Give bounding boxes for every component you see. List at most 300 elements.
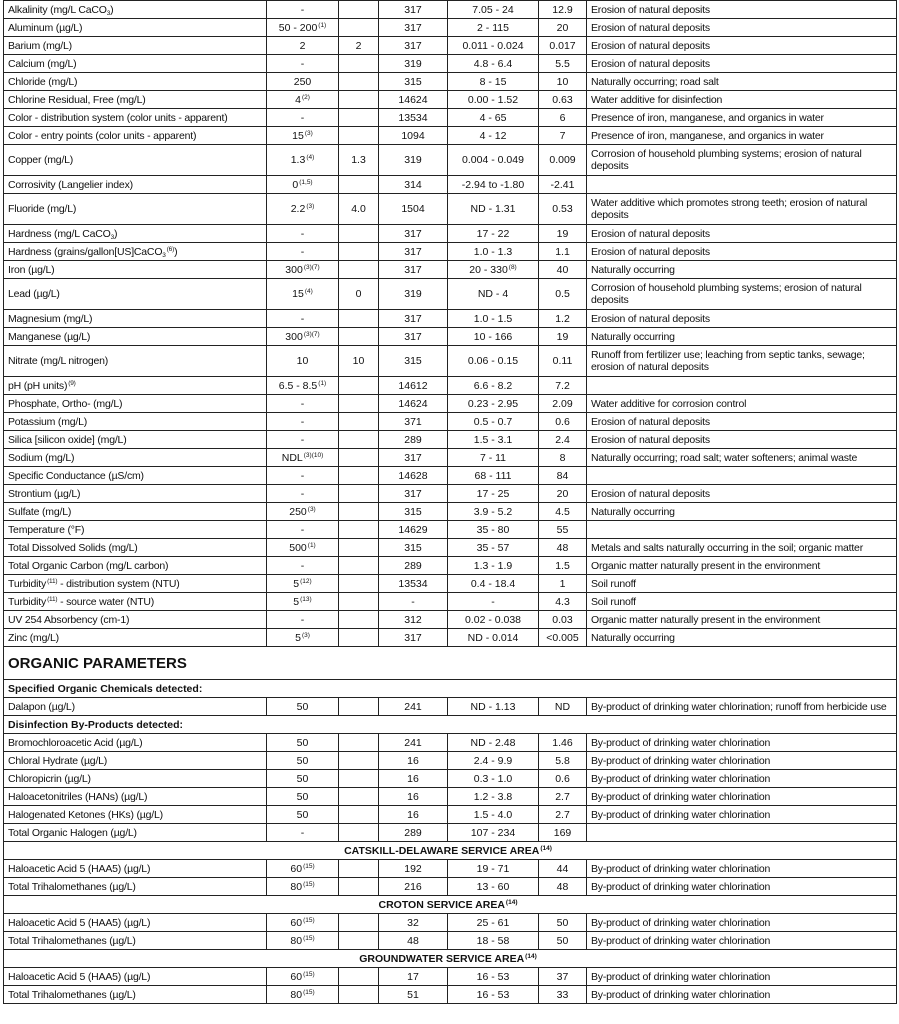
samples-cell xyxy=(379,575,448,593)
average-cell xyxy=(539,593,587,611)
average-value: 44 xyxy=(556,862,569,875)
table-row xyxy=(4,575,897,593)
samples-cell xyxy=(379,145,448,176)
source-cell xyxy=(587,310,897,328)
limit-cell xyxy=(267,629,339,647)
goal-cell xyxy=(339,986,379,1004)
goal-cell xyxy=(339,611,379,629)
goal-cell xyxy=(339,878,379,896)
range-value: ND - 1.13 xyxy=(470,700,516,713)
parameter-cell xyxy=(4,310,267,328)
source-text: Presence of iron, manganese, and organics in water xyxy=(591,129,824,142)
average-cell xyxy=(539,19,587,37)
source-cell xyxy=(587,521,897,539)
footnote-ref: (3) xyxy=(301,631,310,639)
source-cell xyxy=(587,557,897,575)
range-value: 8 - 15 xyxy=(479,75,507,88)
range-value: 19 - 71 xyxy=(476,862,510,875)
table-row xyxy=(4,1,897,19)
range-cell xyxy=(448,377,539,395)
limit-cell xyxy=(267,109,339,127)
average-cell xyxy=(539,968,587,986)
average-cell xyxy=(539,932,587,950)
sample-count: 13534 xyxy=(398,577,428,590)
range-value: 107 - 234 xyxy=(470,826,516,839)
sample-count: 16 xyxy=(407,772,419,785)
sample-count: 315 xyxy=(404,541,422,554)
average-value: ND xyxy=(554,700,571,713)
parameter-cell xyxy=(4,752,267,770)
parameter-name: Sodium (mg/L) xyxy=(8,451,75,464)
footnote-ref: (3) xyxy=(304,129,313,137)
sample-count: 16 xyxy=(407,754,419,767)
table-row xyxy=(4,806,897,824)
table-row xyxy=(4,431,897,449)
goal-cell xyxy=(339,770,379,788)
samples-cell xyxy=(379,19,448,37)
samples-cell xyxy=(379,557,448,575)
average-value: 2.4 xyxy=(555,433,570,446)
range-value: 16 - 53 xyxy=(476,970,510,983)
parameter-name: Manganese (µg/L) xyxy=(8,330,91,343)
table-row xyxy=(4,770,897,788)
range-cell xyxy=(448,395,539,413)
sample-count: 16 xyxy=(407,790,419,803)
sample-count: 192 xyxy=(404,862,422,875)
limit-cell xyxy=(267,449,339,467)
limit-value: - xyxy=(300,559,305,572)
range-cell xyxy=(448,431,539,449)
table-row xyxy=(4,593,897,611)
parameter-name: Strontium (µg/L) xyxy=(8,487,81,500)
range-cell xyxy=(448,521,539,539)
goal-cell xyxy=(339,413,379,431)
average-value: 12.9 xyxy=(552,3,573,16)
goal-cell xyxy=(339,467,379,485)
parameter-name: Dalapon (µg/L) xyxy=(8,700,75,713)
average-cell xyxy=(539,127,587,145)
goal-cell xyxy=(339,824,379,842)
parameter-cell xyxy=(4,73,267,91)
samples-cell xyxy=(379,503,448,521)
limit-cell xyxy=(267,485,339,503)
parameter-cell xyxy=(4,19,267,37)
parameter-cell xyxy=(4,611,267,629)
sample-count: 289 xyxy=(404,826,422,839)
sample-count: 317 xyxy=(404,330,422,343)
source-text: Erosion of natural deposits xyxy=(591,39,710,52)
average-value: 0.03 xyxy=(552,613,573,626)
limit-value: 10 xyxy=(296,355,309,367)
goal-cell xyxy=(339,575,379,593)
sample-count: 317 xyxy=(404,312,422,325)
average-value: 0.009 xyxy=(549,154,576,166)
parameter-name: Total Organic Carbon (mg/L carbon) xyxy=(8,559,169,572)
limit-cell xyxy=(267,932,339,950)
footnote-ref: (14) xyxy=(540,844,552,852)
source-text: By-product of drinking water chlorination xyxy=(591,916,771,929)
limit-value: 1.3 xyxy=(290,154,306,166)
parameter-cell xyxy=(4,261,267,279)
range-cell xyxy=(448,328,539,346)
range-cell xyxy=(448,243,539,261)
source-text: By-product of drinking water chlorination xyxy=(591,808,771,821)
section-heading-text: ORGANIC PARAMETERS xyxy=(8,655,187,672)
range-value: 35 - 57 xyxy=(476,541,510,554)
samples-cell xyxy=(379,521,448,539)
limit-cell xyxy=(267,328,339,346)
range-value: ND - 1.31 xyxy=(470,203,516,215)
limit-value: 80 xyxy=(290,988,303,1001)
average-cell xyxy=(539,770,587,788)
average-value: 20 xyxy=(556,21,569,34)
samples-cell xyxy=(379,176,448,194)
table-row xyxy=(4,37,897,55)
sample-count: 51 xyxy=(407,988,419,1001)
range-value: ND - 2.48 xyxy=(470,736,516,749)
chemical-subscript: 3 xyxy=(162,251,166,259)
goal-value: 0 xyxy=(355,288,362,300)
source-text: Naturally occurring xyxy=(591,505,675,518)
sample-count: 14612 xyxy=(398,379,428,392)
samples-cell xyxy=(379,734,448,752)
range-value: 18 - 58 xyxy=(476,934,510,947)
sample-count: 48 xyxy=(407,934,419,947)
samples-cell xyxy=(379,225,448,243)
samples-cell xyxy=(379,73,448,91)
sample-count: 317 xyxy=(404,227,422,240)
sample-count: 319 xyxy=(404,57,422,70)
parameter-name: Sulfate (mg/L) xyxy=(8,505,72,518)
limit-value: 80 xyxy=(290,880,303,893)
range-cell xyxy=(448,55,539,73)
parameter-name: Chloropicrin (µg/L) xyxy=(8,772,91,785)
average-cell xyxy=(539,698,587,716)
limit-value: - xyxy=(300,469,305,482)
service-area-heading xyxy=(4,842,897,860)
limit-value: - xyxy=(300,415,305,428)
footnote-ref: (12) xyxy=(300,577,312,585)
limit-value: - xyxy=(300,312,305,325)
goal-cell xyxy=(339,788,379,806)
average-cell xyxy=(539,1,587,19)
goal-cell xyxy=(339,377,379,395)
limit-cell xyxy=(267,310,339,328)
source-cell xyxy=(587,611,897,629)
sample-count: 315 xyxy=(404,355,422,367)
goal-cell xyxy=(339,19,379,37)
average-cell xyxy=(539,557,587,575)
limit-value: - xyxy=(300,111,305,124)
parameter-cell xyxy=(4,824,267,842)
average-value: 0.11 xyxy=(552,355,573,367)
source-text: By-product of drinking water chlorination xyxy=(591,988,771,1001)
average-cell xyxy=(539,860,587,878)
average-value: 1.2 xyxy=(555,312,570,325)
average-cell xyxy=(539,225,587,243)
parameter-name: Specific Conductance (µS/cm) xyxy=(8,469,144,482)
samples-cell xyxy=(379,788,448,806)
source-text: Presence of iron, manganese, and organics in water xyxy=(591,111,824,124)
table-row xyxy=(4,503,897,521)
footnote-ref: (15) xyxy=(303,934,315,942)
source-cell xyxy=(587,806,897,824)
parameter-cell xyxy=(4,449,267,467)
subsection-heading xyxy=(4,680,897,698)
range-cell xyxy=(448,824,539,842)
goal-cell xyxy=(339,91,379,109)
limit-cell xyxy=(267,986,339,1004)
source-cell xyxy=(587,1,897,19)
range-value: 0.004 - 0.049 xyxy=(462,154,524,166)
sample-count: 319 xyxy=(404,154,422,166)
subsection-heading-cell xyxy=(4,680,897,698)
limit-cell xyxy=(267,194,339,225)
range-cell xyxy=(448,986,539,1004)
parameter-name: Haloacetic Acid 5 (HAA5) (µg/L) xyxy=(8,916,151,929)
source-cell xyxy=(587,878,897,896)
goal-cell xyxy=(339,328,379,346)
source-cell xyxy=(587,485,897,503)
footnote-ref: (1) xyxy=(318,379,327,387)
table-row xyxy=(4,485,897,503)
footnote-ref: (15) xyxy=(303,880,315,888)
limit-value: 6.5 - 8.5 xyxy=(278,379,318,392)
range-value: 1.0 - 1.3 xyxy=(473,245,513,258)
goal-cell xyxy=(339,346,379,377)
samples-cell xyxy=(379,878,448,896)
parameter-name: Iron (µg/L) xyxy=(8,263,55,276)
range-value: -2.94 to -1.80 xyxy=(461,178,525,191)
sample-count: 14624 xyxy=(398,397,428,410)
average-cell xyxy=(539,986,587,1004)
average-cell xyxy=(539,279,587,310)
samples-cell xyxy=(379,860,448,878)
limit-value: 15 xyxy=(292,288,304,300)
limit-cell xyxy=(267,788,339,806)
limit-value: - xyxy=(300,487,305,500)
footnote-ref: (8) xyxy=(508,263,517,271)
average-value: 6 xyxy=(559,111,566,124)
range-cell xyxy=(448,19,539,37)
average-cell xyxy=(539,503,587,521)
limit-value: 50 xyxy=(296,736,309,749)
table-row xyxy=(4,243,897,261)
limit-value: 80 xyxy=(290,934,303,947)
average-cell xyxy=(539,176,587,194)
parameter-cell xyxy=(4,734,267,752)
table-row xyxy=(4,539,897,557)
samples-cell xyxy=(379,485,448,503)
limit-cell xyxy=(267,824,339,842)
sample-count: 315 xyxy=(404,75,422,88)
range-cell xyxy=(448,770,539,788)
sample-count: 371 xyxy=(404,415,422,428)
range-cell xyxy=(448,860,539,878)
average-cell xyxy=(539,521,587,539)
limit-cell xyxy=(267,261,339,279)
range-cell xyxy=(448,629,539,647)
average-cell xyxy=(539,752,587,770)
parameter-name: Bromochloroacetic Acid (µg/L) xyxy=(8,736,143,749)
goal-cell xyxy=(339,194,379,225)
chemical-subscript: 3 xyxy=(110,233,115,241)
limit-cell xyxy=(267,878,339,896)
table-row xyxy=(4,860,897,878)
source-cell xyxy=(587,55,897,73)
limit-value: 500 xyxy=(289,541,307,554)
table-row xyxy=(4,932,897,950)
average-cell xyxy=(539,788,587,806)
parameter-cell xyxy=(4,932,267,950)
parameter-cell xyxy=(4,788,267,806)
samples-cell xyxy=(379,752,448,770)
parameter-name: Copper (mg/L) xyxy=(8,154,74,166)
source-text: Water additive which promotes strong teeth; erosion of natural deposits xyxy=(591,197,868,221)
sample-count: 312 xyxy=(404,613,422,626)
footnote-ref: (4) xyxy=(304,288,313,295)
source-cell xyxy=(587,734,897,752)
parameter-cell xyxy=(4,770,267,788)
goal-cell xyxy=(339,539,379,557)
parameter-cell xyxy=(4,575,267,593)
table-row xyxy=(4,752,897,770)
source-cell xyxy=(587,377,897,395)
parameter-name: Barium (mg/L) xyxy=(8,39,72,52)
table-row xyxy=(4,176,897,194)
average-value: -2.41 xyxy=(550,178,575,191)
parameter-cell xyxy=(4,55,267,73)
average-value: 0.017 xyxy=(549,39,576,52)
samples-cell xyxy=(379,593,448,611)
average-value: 10 xyxy=(556,75,569,88)
range-cell xyxy=(448,593,539,611)
range-value: ND - 4 xyxy=(477,288,509,300)
samples-cell xyxy=(379,310,448,328)
goal-cell xyxy=(339,503,379,521)
average-cell xyxy=(539,310,587,328)
range-value: 0.06 - 0.15 xyxy=(467,355,519,367)
range-value: 25 - 61 xyxy=(476,916,510,929)
footnote-ref: (3)(7) xyxy=(303,263,320,271)
parameter-name: Silica [silicon oxide] (mg/L) xyxy=(8,433,127,446)
average-cell xyxy=(539,109,587,127)
parameter-name: Chlorine Residual, Free (mg/L) xyxy=(8,93,146,106)
footnote-ref: (11) xyxy=(47,577,58,585)
source-text: Corrosion of household plumbing systems; erosion of natural deposits xyxy=(591,148,862,172)
average-value: 0.6 xyxy=(555,772,570,785)
table-row xyxy=(4,986,897,1004)
table-row xyxy=(4,73,897,91)
average-value: 84 xyxy=(556,469,569,482)
limit-value: - xyxy=(300,613,305,626)
table-row xyxy=(4,310,897,328)
range-cell xyxy=(448,310,539,328)
goal-value: 1.3 xyxy=(351,154,366,166)
footnote-ref: (15) xyxy=(303,862,315,870)
source-text: Runoff from fertilizer use; leaching from septic tanks, sewage; erosion of natural deposits xyxy=(591,349,865,373)
sample-count: 32 xyxy=(407,916,419,929)
range-value: 16 - 53 xyxy=(476,988,510,1001)
limit-value: 250 xyxy=(289,505,307,518)
average-cell xyxy=(539,575,587,593)
parameter-cell xyxy=(4,109,267,127)
goal-cell xyxy=(339,225,379,243)
source-cell xyxy=(587,503,897,521)
source-cell xyxy=(587,279,897,310)
source-text: By-product of drinking water chlorination xyxy=(591,790,771,803)
source-cell xyxy=(587,243,897,261)
goal-cell xyxy=(339,243,379,261)
average-value: 33 xyxy=(556,988,569,1001)
source-cell xyxy=(587,395,897,413)
range-value: 2 - 115 xyxy=(477,21,509,34)
footnote-ref: (15) xyxy=(303,916,315,924)
limit-value: 60 xyxy=(290,916,303,929)
goal-cell xyxy=(339,449,379,467)
average-value: 8 xyxy=(559,451,566,464)
table-row xyxy=(4,279,897,310)
parameter-cell xyxy=(4,377,267,395)
source-text: Erosion of natural deposits xyxy=(591,21,710,34)
limit-value: 300 xyxy=(285,263,303,276)
average-value: 1 xyxy=(559,577,566,590)
range-value: 2.4 - 9.9 xyxy=(473,754,513,767)
range-cell xyxy=(448,752,539,770)
average-cell xyxy=(539,485,587,503)
limit-value: 50 xyxy=(296,754,309,767)
footnote-ref: (1) xyxy=(318,21,327,29)
table-row xyxy=(4,449,897,467)
footnote-ref: (6) xyxy=(166,245,175,253)
parameter-name: Total Dissolved Solids (mg/L) xyxy=(8,541,138,554)
range-cell xyxy=(448,968,539,986)
source-text: Water additive for corrosion control xyxy=(591,397,747,410)
samples-cell xyxy=(379,261,448,279)
goal-cell xyxy=(339,485,379,503)
limit-value: 15 xyxy=(292,129,304,142)
source-cell xyxy=(587,824,897,842)
range-value: 1.0 - 1.5 xyxy=(473,312,513,325)
table-row xyxy=(4,109,897,127)
service-area-heading-cell xyxy=(4,896,897,914)
sample-count: 317 xyxy=(404,3,422,16)
limit-value: - xyxy=(300,57,305,70)
limit-cell xyxy=(267,503,339,521)
range-value: 0.23 - 2.95 xyxy=(467,397,519,410)
parameter-cell xyxy=(4,860,267,878)
sample-count: 13534 xyxy=(398,111,428,124)
goal-cell xyxy=(339,557,379,575)
parameter-cell xyxy=(4,176,267,194)
parameter-cell xyxy=(4,629,267,647)
samples-cell xyxy=(379,395,448,413)
source-cell xyxy=(587,788,897,806)
footnote-ref: (9) xyxy=(68,379,76,387)
table-row xyxy=(4,261,897,279)
limit-cell xyxy=(267,243,339,261)
parameter-name: Turbidity xyxy=(8,595,47,608)
average-cell xyxy=(539,261,587,279)
average-value: 19 xyxy=(556,227,569,240)
range-cell xyxy=(448,503,539,521)
sample-count: 317 xyxy=(404,263,422,276)
range-cell xyxy=(448,806,539,824)
limit-value: 250 xyxy=(293,75,312,88)
average-value: 0.6 xyxy=(555,415,570,428)
source-text: By-product of drinking water chlorination xyxy=(591,862,771,875)
parameter-cell xyxy=(4,557,267,575)
